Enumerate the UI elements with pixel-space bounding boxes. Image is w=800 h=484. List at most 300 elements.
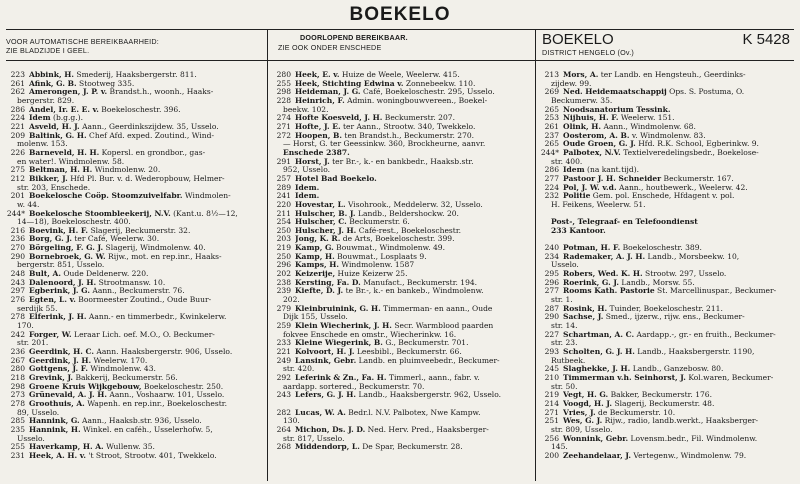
entry-name: Kolvoort, H. J. [295, 348, 355, 356]
entry-name: Kleine Wiegerink, B. [295, 339, 383, 348]
listing-column-3 [536, 61, 794, 481]
listing-entry [540, 270, 794, 279]
entry-text [563, 149, 759, 158]
entry-text [29, 296, 211, 305]
listing-entry [540, 166, 794, 175]
entry-continuation [272, 435, 531, 444]
entry-name: Oosterom, A. B. [563, 131, 630, 140]
entry-spacer [540, 210, 794, 219]
entry-continuation [540, 201, 794, 210]
entry-text [295, 80, 475, 89]
entry-continuation [6, 339, 263, 348]
entry-name: Pol, J. W. v.d. [563, 183, 617, 192]
listing-entry [6, 296, 263, 305]
entry-number: 295 [544, 269, 559, 279]
entry-spacer [540, 235, 794, 244]
listing-entry [272, 97, 531, 106]
listing-entry [6, 88, 263, 97]
listing-entry [272, 357, 531, 366]
listing-entry [272, 339, 531, 348]
entry-text [563, 88, 744, 97]
entry-name: Politie [563, 192, 591, 201]
entry-continuation [6, 184, 263, 193]
entry-name: Robers, Wed. K. H. [563, 270, 643, 279]
listing-entry [540, 140, 794, 149]
listing-entry [272, 261, 531, 270]
entry-text: zijdew. 99. [551, 79, 592, 88]
entry-details: Slagerij, Windmolenw. 40. [103, 244, 206, 253]
entry-text [563, 71, 746, 80]
entry-details: G., Beckumerstr. 701. [382, 339, 469, 348]
entry-text [563, 132, 706, 141]
entry-number: 242 [10, 329, 25, 339]
listing-entry [6, 287, 263, 296]
listing-entry [6, 114, 263, 123]
entry-number: 277 [544, 286, 559, 296]
entry-details: Boekeloschestr. 250. [141, 382, 224, 391]
entry-text [563, 106, 670, 115]
entry-details: De Spar, Beckumerstr. 28. [359, 443, 463, 452]
entry-number: 226 [10, 147, 25, 157]
entry-details: Aann. Haaksbergerstr. 906, Usselo. [94, 348, 233, 356]
entry-name: Kiefte, D. J. [295, 287, 344, 296]
entry-number: 296 [544, 277, 559, 287]
listing-entry [6, 357, 263, 366]
entry-number: 273 [10, 390, 25, 400]
entry-details: Slagerij, Beckumerstr. 48. [612, 399, 715, 408]
entry-text [295, 123, 475, 132]
entry-name: Egten, L. v. [29, 296, 76, 305]
entry-text [295, 235, 454, 244]
entry-details: Windmolenw. 20. [92, 166, 161, 175]
exchange-row [542, 31, 794, 48]
entry-name: Boekelosche Stoombleekerij, N.V. [29, 209, 171, 218]
listing-entry [6, 227, 263, 236]
entry-text: 145. [551, 443, 568, 452]
entry-details: Kol.waren, Beckumer- [685, 373, 774, 382]
entry-text: str. 817, Usselo. [283, 434, 345, 443]
entry-number: 261 [544, 121, 559, 131]
entry-name: Geerdink, H. C. [29, 348, 95, 356]
entry-name: Hulscher, J. H. [295, 226, 357, 235]
entry-text [295, 305, 492, 314]
entry-text [563, 270, 726, 279]
entry-details: Wullenw. 35. [103, 443, 155, 452]
entry-details: Rijw., radio, landb.werkt., Haaksberger- [602, 417, 759, 426]
entry-text [563, 313, 745, 322]
entry-details: Manufact., Beckumerstr. 194. [360, 278, 478, 287]
entry-text: 952, Usselo. [283, 166, 330, 175]
entry-number: 234 [544, 251, 559, 261]
entry-details: Stootweg 335. [76, 79, 135, 88]
listing-entry [540, 175, 794, 184]
entry-details: Boekeloschestr. 396. [98, 105, 181, 114]
entry-text [295, 158, 474, 167]
listing-entry [540, 409, 794, 418]
listing-entry [272, 227, 531, 236]
listing-entry [6, 391, 263, 400]
listing-entry [272, 192, 531, 201]
entry-number: 269 [544, 87, 559, 97]
entry-name: Andel, Ir. E. E. v. [29, 105, 99, 114]
listing-entry [6, 279, 263, 288]
entry-name: Haverkamp, H. A. [29, 443, 104, 452]
entry-name: Lucas, W. A. [295, 408, 346, 417]
entry-number: 293 [544, 346, 559, 356]
entry-text [295, 227, 461, 236]
entry-continuation [272, 383, 531, 392]
entry-continuation [540, 322, 794, 331]
entry-text [563, 175, 734, 184]
entry-details: Café, Boekeloschestr. 295, Usselo. [360, 88, 495, 97]
listing-entry [272, 235, 531, 244]
entry-text [29, 452, 217, 461]
entry-text [563, 305, 723, 314]
entry-text [295, 71, 460, 80]
listing-entry [272, 305, 531, 314]
entry-text: str. 23. [551, 339, 578, 348]
listing-column-1 [6, 61, 268, 481]
entry-details: Leraar Lich. oef. M.O., O. Beckumer- [71, 330, 215, 339]
entry-name: Palbotex, N.V. [563, 148, 621, 157]
entry-number: 220 [276, 199, 291, 209]
header-mid-line1: DOORLOPEND BEREIKBAAR. [300, 33, 408, 42]
entry-text [295, 192, 319, 201]
entry-number: 250 [276, 225, 291, 235]
entry-text: Beckumerw. 35. [551, 96, 613, 105]
entry-continuation [540, 426, 794, 435]
listing-entry [540, 348, 794, 357]
entry-number: 243 [276, 390, 291, 400]
entry-text [29, 166, 160, 175]
entry-number: 250 [276, 251, 291, 261]
entry-number: 280 [276, 70, 291, 79]
entry-details: Leesbibl., Beckumerstr. 66. [354, 348, 462, 356]
entry-text [295, 175, 377, 184]
listing-columns [6, 61, 794, 481]
entry-details: Visohrook., Meddelerw. 32, Usselo. [345, 200, 483, 209]
entry-number: 239 [276, 286, 291, 296]
entry-continuation [6, 409, 263, 418]
entry-text: Usselo. [551, 261, 579, 270]
entry-name: Roerink, G. J. [563, 278, 619, 287]
entry-text [295, 443, 463, 452]
listing-entry [540, 400, 794, 409]
entry-number: 253 [544, 113, 559, 123]
entry-continuation [6, 435, 263, 444]
entry-continuation [272, 296, 531, 305]
entry-text [29, 88, 213, 97]
entry-name: Kleinbruinink, G. H. [295, 304, 381, 313]
listing-entry [540, 435, 794, 444]
entry-continuation [540, 80, 794, 89]
entry-name: Boekelosche Coöp. Stoomzuivelfabr. [29, 192, 183, 201]
entry-name: Pastoor J. H. Schneider [563, 174, 662, 183]
listing-entry [540, 149, 794, 158]
listing-entry [6, 132, 263, 141]
entry-text: w. 44. [17, 200, 40, 209]
listing-entry [272, 443, 531, 452]
entry-name: Zeehandelaar, J. [563, 451, 631, 460]
entry-details: St. Marcellinuspar., Beckumer- [654, 287, 777, 296]
listing-entry [6, 244, 263, 253]
entry-text [295, 218, 410, 227]
entry-continuation [272, 417, 531, 426]
entry-details: Ned. Herv. Pred., Haaksberger- [365, 425, 489, 434]
listing-entry [540, 88, 794, 97]
entry-continuation [540, 227, 794, 236]
entry-number: 290 [544, 312, 559, 322]
entry-details: Ops. S. Postuma, O. [666, 88, 745, 97]
entry-details: Smed., ijzerw., rijw. ens., Beckumer- [603, 313, 745, 322]
entry-number: 265 [544, 139, 559, 149]
entry-text [295, 270, 407, 279]
listing-entry [540, 313, 794, 322]
entry-number: 245 [544, 364, 559, 374]
entry-text [563, 123, 696, 132]
listing-entry [540, 287, 794, 296]
entry-text [563, 192, 734, 201]
entry-number: 228 [276, 95, 291, 105]
entry-text [29, 114, 83, 123]
entry-number: 280 [10, 364, 25, 374]
entry-text [295, 279, 477, 288]
entry-text: str. 201. [17, 339, 49, 348]
listing-entry [540, 417, 794, 426]
entry-continuation [540, 296, 794, 305]
entry-text [29, 417, 202, 426]
entry-details: Aann., Beckumerstr. 76. [89, 287, 185, 296]
entry-number: 240 [544, 243, 559, 253]
entry-number: 286 [10, 104, 25, 114]
entry-text: 202. [283, 296, 300, 305]
entry-name: Bikker, J. [29, 174, 68, 183]
entry-details: Oude Deldenerw. 220. [60, 270, 149, 279]
entry-name: Abbink, H. [29, 71, 75, 79]
entry-details: Windmolenw. 1587 [338, 261, 415, 270]
listing-entry [6, 443, 263, 452]
entry-number: 235 [10, 424, 25, 434]
listing-entry [6, 71, 263, 80]
entry-text [563, 374, 773, 383]
entry-number: 262 [10, 87, 25, 97]
entry-name: Idem. [295, 192, 320, 201]
listing-entry [6, 175, 263, 184]
entry-text [563, 331, 776, 340]
entry-number: 285 [10, 416, 25, 426]
entry-continuation [272, 331, 531, 340]
entry-number: 211 [276, 208, 291, 218]
entry-name: Rooms Kath. Pastorie [563, 287, 655, 296]
entry-text [29, 244, 206, 253]
entry-name: Baltink, G. H. [29, 131, 87, 140]
entry-text [29, 71, 197, 80]
entry-text: en water!. Windmolenw. 58. [17, 157, 125, 166]
listing-entry [6, 253, 263, 262]
listing-entry [540, 331, 794, 340]
entry-number: 248 [10, 269, 25, 279]
entry-details: Aann., houtbewerk., Weelerw. 42. [616, 183, 748, 192]
entry-name: Rademaker, A. J. H. [563, 252, 646, 261]
entry-number: 290 [10, 251, 25, 261]
entry-continuation [540, 218, 794, 227]
entry-continuation [272, 365, 531, 374]
entry-text: str. 400. [551, 157, 583, 166]
listing-entry [6, 348, 263, 357]
entry-text [295, 253, 427, 262]
entry-name: Ned. Heidemaatschappij [563, 88, 667, 97]
entry-number: 249 [276, 355, 291, 365]
listing-entry [272, 175, 531, 184]
entry-number: 297 [10, 286, 25, 296]
entry-continuation [6, 201, 263, 210]
entry-number: 213 [544, 70, 559, 79]
entry-number: 278 [10, 398, 25, 408]
entry-number: 232 [544, 191, 559, 201]
listing-entry [6, 383, 263, 392]
entry-text [29, 383, 223, 392]
listing-entry [6, 123, 263, 132]
entry-text [295, 184, 319, 193]
entry-text [29, 175, 225, 184]
entry-text [563, 400, 714, 409]
entry-details: Textielveredelingsbedr., Boekelose- [620, 148, 759, 157]
entry-details: ten Brandst.h., Beckumerstr. 270. [342, 131, 475, 140]
entry-name: Geerdink, J. H. [29, 356, 92, 365]
entry-number: 221 [10, 121, 25, 131]
listing-entry [6, 331, 263, 340]
entry-details: Weelerw. 151. [618, 114, 675, 123]
entry-number: 275 [10, 165, 25, 175]
entry-number: 244* [6, 208, 25, 218]
entry-text [563, 279, 695, 288]
entry-text [295, 201, 483, 210]
entry-number: 238 [276, 277, 291, 287]
header-continuous-reachability [268, 30, 536, 60]
entry-name: Idem. [295, 183, 320, 192]
entry-text [29, 149, 205, 158]
entry-text [295, 348, 462, 357]
entry-number: 224 [10, 113, 25, 123]
entry-text [29, 253, 222, 262]
entry-details: (b.g.g.). [50, 114, 83, 123]
entry-details: Beckumerstr. 207. [382, 114, 455, 123]
entry-details: Landb., Morsw. 55. [618, 278, 695, 287]
entry-details: Windmolen- [182, 192, 231, 201]
listing-entry [272, 348, 531, 357]
entry-number: 268 [276, 442, 291, 452]
entry-text: fokvee Enschede en omstr., Wiecherinkw. 16. [283, 330, 457, 339]
entry-name: Afink, G. B. [29, 79, 77, 88]
entry-number: 227 [544, 329, 559, 339]
entry-name: Mors, A. [563, 71, 599, 79]
entry-details: Strootw. 297, Usselo. [642, 270, 727, 279]
header-left-line1: VOOR AUTOMATISCHE BEREIKBAARHEID: [6, 37, 159, 46]
entry-name: Heideman, J. G. [295, 88, 361, 97]
listing-entry [540, 132, 794, 141]
entry-text: — Horst, G. ter Geessinkw. 360, Brockheurne, aanvr. [283, 140, 486, 149]
entry-text: bergerstr. 829. [17, 96, 75, 105]
listing-entry [272, 287, 531, 296]
listing-entry [6, 235, 263, 244]
entry-number: 254 [276, 217, 291, 227]
entry-continuation [6, 140, 263, 149]
entry-continuation [540, 443, 794, 452]
entry-continuation [6, 158, 263, 167]
entry-details: Bouwmat., Losplaats 9. [334, 252, 427, 261]
entry-name: Asveld, H. J. [29, 122, 80, 131]
entry-details: Café-rest., Boekeloschestr. [356, 226, 462, 235]
entry-details: Hfd. R.K. School, Egberinkw. 9. [635, 140, 759, 149]
entry-text: molenw. 153. [17, 140, 68, 149]
listing-entry [6, 106, 263, 115]
entry-number: 216 [10, 225, 25, 235]
entry-name: Horst, J. [295, 157, 330, 166]
entry-details: Secr. Warmblood paarden [391, 322, 494, 331]
entry-continuation [540, 357, 794, 366]
entry-details: Rijw., mot. en rep.inr., Haaks- [105, 252, 222, 261]
entry-text [29, 235, 159, 244]
listing-entry [272, 71, 531, 80]
entry-name: Heek, A. H. v. [29, 451, 86, 460]
entry-number: 219 [544, 390, 559, 400]
entry-number: 209 [10, 130, 25, 140]
entry-text: aardapp. sortered., Beckumerstr. 70. [283, 382, 425, 391]
entry-text [29, 227, 190, 236]
listing-entry [272, 409, 531, 418]
listing-entry [6, 270, 263, 279]
header-automatic-reachability [6, 30, 268, 60]
entry-text: 14—18), Boekeloschestr. 400. [17, 218, 131, 227]
entry-text: Dijk 155, Usselo. [283, 313, 348, 322]
entry-number: 270 [10, 243, 25, 253]
entry-text [29, 106, 181, 115]
listing-entry [272, 391, 531, 400]
entry-details: Hfd Pl. Bur. v. d. Wederopbouw, Helmer- [67, 174, 225, 183]
entry-name: Barneveld, H. H. [29, 148, 100, 157]
entry-spacer [272, 400, 531, 409]
entry-details: Aann.- en timmerbedr., Kwinkelerw. [86, 313, 227, 322]
entry-name: Klein Wiecherink, J. H. [295, 322, 392, 331]
entry-number: 267 [10, 355, 25, 365]
entry-text [29, 270, 148, 279]
entry-number: 218 [10, 372, 25, 382]
entry-name: Hofte, J. E. [295, 122, 341, 131]
entry-text [29, 331, 215, 340]
entry-name: Forger, W. [29, 330, 72, 339]
header-exchange [536, 30, 794, 60]
entry-text: H. Feikens, Weelerw. 51. [551, 200, 646, 209]
entry-text [295, 426, 489, 435]
entry-name: Oude Groen, G. J. [563, 140, 636, 149]
entry-details: 't Stroot, Strootw. 401, Twekkelo. [85, 451, 217, 460]
entry-details: Landb., Ganzebosw. 80. [630, 365, 724, 374]
listing-entry [272, 244, 531, 253]
entry-text [295, 114, 455, 123]
entry-name: Keizerije, [295, 270, 336, 279]
entry-text [29, 400, 227, 409]
entry-number: 236 [10, 347, 25, 356]
entry-text [295, 374, 480, 383]
entry-name: Wonnink, Gebr. [563, 434, 629, 443]
entry-name: Idem [29, 114, 51, 123]
entry-text [563, 391, 712, 400]
entry-text [29, 80, 134, 89]
entry-text [563, 452, 746, 461]
entry-text [563, 348, 754, 357]
entry-details: Vertegenw., Windmolenw. 79. [631, 451, 747, 460]
entry-number: 279 [276, 303, 291, 313]
